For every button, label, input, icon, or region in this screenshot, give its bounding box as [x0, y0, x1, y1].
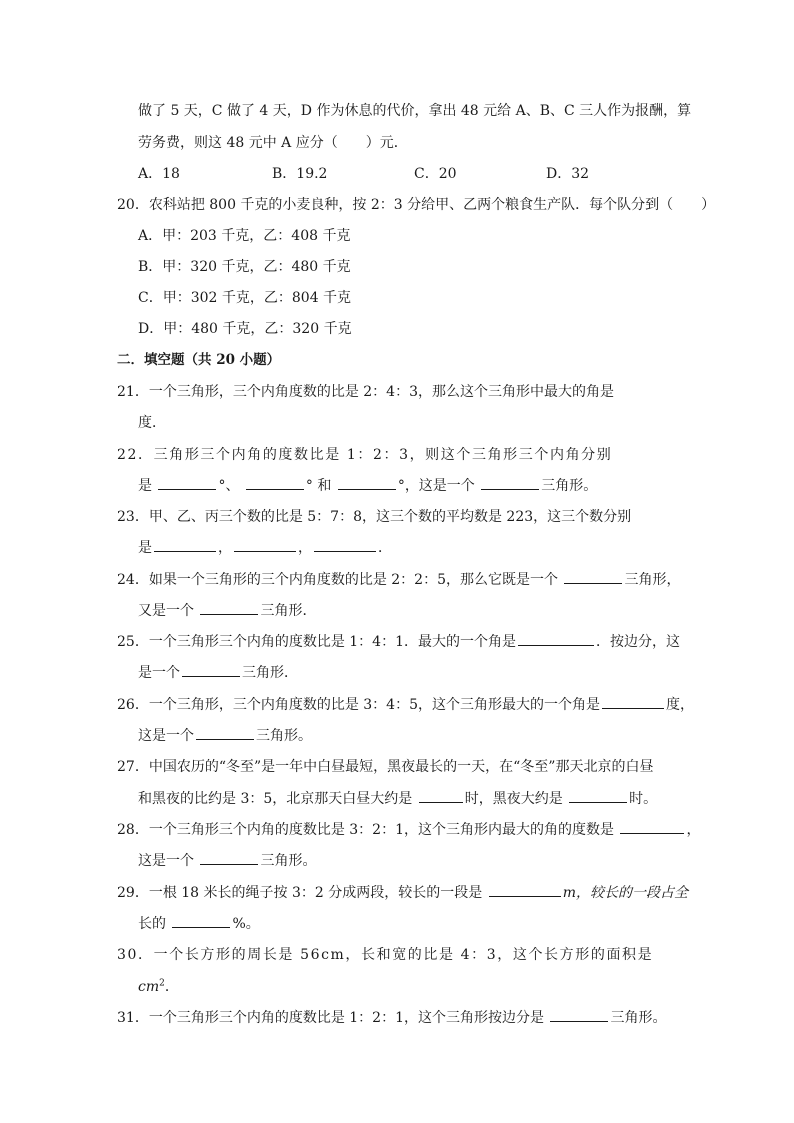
- q31-text-b: 三角形。: [610, 1010, 667, 1026]
- q26-answer-blank-1[interactable]: [602, 695, 664, 709]
- q30-unit-exponent: 2: [159, 978, 165, 989]
- q27-text-b: 时，黑夜大约是: [464, 791, 563, 807]
- q29-line2: [138, 914, 260, 934]
- q31-text-a: 31．一个三角形三个内角的度数比是 1：2：1，这个三角形按边分是: [117, 1010, 544, 1026]
- q19-line2: 劳务费，则这 48 元中 A 应分（ ）元．: [138, 135, 408, 151]
- q23-line1: 23．甲、乙、丙三个数的比是 5：7：8，这三个数的平均数是 223，这三个数分别: [117, 509, 632, 525]
- q29-text-a: 29．一根 18 米长的绳子按 3：2 分成两段，较长的一段是: [117, 885, 483, 901]
- q22-line2: [138, 476, 597, 496]
- q23-comma-2: ，: [298, 540, 312, 556]
- q23-answer-blank-1[interactable]: [154, 538, 216, 552]
- q20-option-d: D．甲：480 千克，乙：320 千克: [138, 321, 352, 337]
- q22-line1: 22．三角形三个内角的度数比是 1：2：3，则这个三角形三个内角分别: [117, 447, 613, 463]
- q27-line2: [138, 789, 657, 809]
- q22-text-b: ，这是一个: [404, 478, 475, 494]
- q31-line1: [117, 1008, 666, 1028]
- q24-line2: [138, 601, 316, 621]
- q25-text-b: ．按边分，这: [596, 634, 680, 650]
- q26-text-d: 三角形。: [256, 728, 312, 744]
- q29-text-b: m，较长的一段占全: [562, 885, 688, 901]
- q22-degree-3: °: [397, 478, 405, 494]
- q23-answer-blank-3[interactable]: [314, 538, 376, 552]
- q28-line1: [117, 820, 700, 840]
- q24-line1: [117, 570, 680, 590]
- q25-answer-blank-2[interactable]: [182, 663, 240, 677]
- q30-end: ．: [164, 979, 179, 995]
- q25-text-c: 是一个: [138, 665, 180, 681]
- q28-text-b: ，: [686, 822, 701, 838]
- q27-text-a: 和黑夜的比约是 3：5，北京那天白昼大约是: [138, 791, 413, 807]
- q26-text-c: 这是一个: [138, 728, 194, 744]
- q29-answer-blank-2[interactable]: [172, 914, 230, 928]
- q25-text-d: 三角形．: [242, 665, 298, 681]
- q23-line2: [138, 538, 392, 558]
- q20-option-b: B．甲：320 千克，乙：480 千克: [138, 259, 351, 275]
- q23-text-a: 是: [138, 540, 152, 556]
- q29-line1: [117, 883, 688, 903]
- q22-degree-2: °: [305, 478, 313, 494]
- q23-comma-1: ，: [218, 540, 232, 556]
- q28-text-c: 这是一个: [138, 853, 194, 869]
- q19-option-c: C．20: [414, 166, 457, 182]
- q19-option-b: B．19.2: [272, 166, 328, 182]
- q22-answer-blank-1[interactable]: [158, 476, 216, 490]
- q26-line2: [138, 726, 312, 746]
- q24-text-c: 又是一个: [138, 603, 194, 619]
- q25-line1: [117, 632, 680, 652]
- q28-text-a: 28．一个三角形三个内角的度数比是 3：2：1，这个三角形内最大的角的度数是: [117, 822, 614, 838]
- q28-answer-blank-2[interactable]: [200, 851, 258, 865]
- q23-end: ．: [378, 540, 392, 556]
- q26-answer-blank-2[interactable]: [196, 726, 254, 740]
- section-title: 二．填空题（共 20 小题）: [117, 352, 281, 368]
- q24-answer-blank-2[interactable]: [200, 601, 258, 615]
- q30-unit: cm: [138, 979, 160, 995]
- q28-answer-blank-1[interactable]: [620, 820, 684, 834]
- q29-text-c: 长的: [138, 916, 166, 932]
- q22-answer-blank-3[interactable]: [338, 476, 396, 490]
- q22-answer-blank-2[interactable]: [246, 476, 304, 490]
- q31-answer-blank-1[interactable]: [550, 1008, 608, 1022]
- q22-text-c: 三角形。: [541, 478, 598, 494]
- q27-answer-blank-1[interactable]: [419, 789, 463, 803]
- q24-text-d: 三角形．: [260, 603, 317, 619]
- q24-text-b: 三角形，: [624, 572, 681, 588]
- q30-line1: 30．一个长方形的周长是 56cm，长和宽的比是 4：3，这个长方形的面积是: [117, 947, 654, 963]
- q19-option-a: A．18: [138, 166, 180, 182]
- q27-line1: 27．中国农历的“冬至”是一年中白昼最短，黑夜最长的一天，在“冬至”那天北京的白昼: [117, 759, 654, 775]
- q22-sep: 、: [225, 478, 240, 494]
- q23-answer-blank-2[interactable]: [234, 538, 296, 552]
- q24-text-a: 24．如果一个三角形的三个内角度数的比是 2：2：5，那么它既是一个: [117, 572, 558, 588]
- q27-answer-blank-2[interactable]: [569, 789, 627, 803]
- q24-answer-blank-1[interactable]: [564, 570, 622, 584]
- q19-line1: 做了 5 天，C 做了 4 天，D 作为休息的代价，拿出 48 元给 A、B、C 三人作为报酬，算: [138, 103, 692, 119]
- q29-answer-blank-1[interactable]: [489, 883, 561, 897]
- q22-and: 和: [317, 478, 332, 494]
- q25-answer-blank-1[interactable]: [518, 632, 594, 646]
- q22-text-a: 是: [138, 478, 152, 494]
- q25-line2: [138, 663, 298, 683]
- q28-text-d: 三角形。: [260, 853, 317, 869]
- q25-text-a: 25．一个三角形三个内角的度数比是 1：4：1．最大的一个角是: [117, 634, 516, 650]
- q26-text-b: 度，: [666, 697, 694, 713]
- q21-line1: 21．一个三角形，三个内角度数的比是 2：4：3，那么这个三角形中最大的角是: [117, 384, 614, 400]
- q21-line2: 度．: [138, 415, 166, 431]
- q28-line2: [138, 851, 316, 871]
- q20-stem: 20．农科站把 800 千克的小麦良种，按 2：3 分给甲、乙两个粮食生产队．每个队分到（ ）: [117, 197, 716, 213]
- q26-text-a: 26．一个三角形，三个内角度数的比是 3：4：5，这个三角形最大的一个角是: [117, 697, 600, 713]
- q29-text-d: %。: [232, 916, 260, 932]
- q22-answer-blank-4[interactable]: [481, 476, 539, 490]
- q20-option-c: C．甲：302 千克，乙：804 千克: [138, 290, 352, 306]
- q19-option-d: D．32: [546, 166, 590, 182]
- q30-line2: [138, 977, 179, 997]
- q22-degree-1: °: [218, 478, 226, 494]
- q26-line1: [117, 695, 694, 715]
- q20-option-a: A．甲：203 千克，乙：408 千克: [138, 228, 351, 244]
- q27-text-c: 时。: [629, 791, 658, 807]
